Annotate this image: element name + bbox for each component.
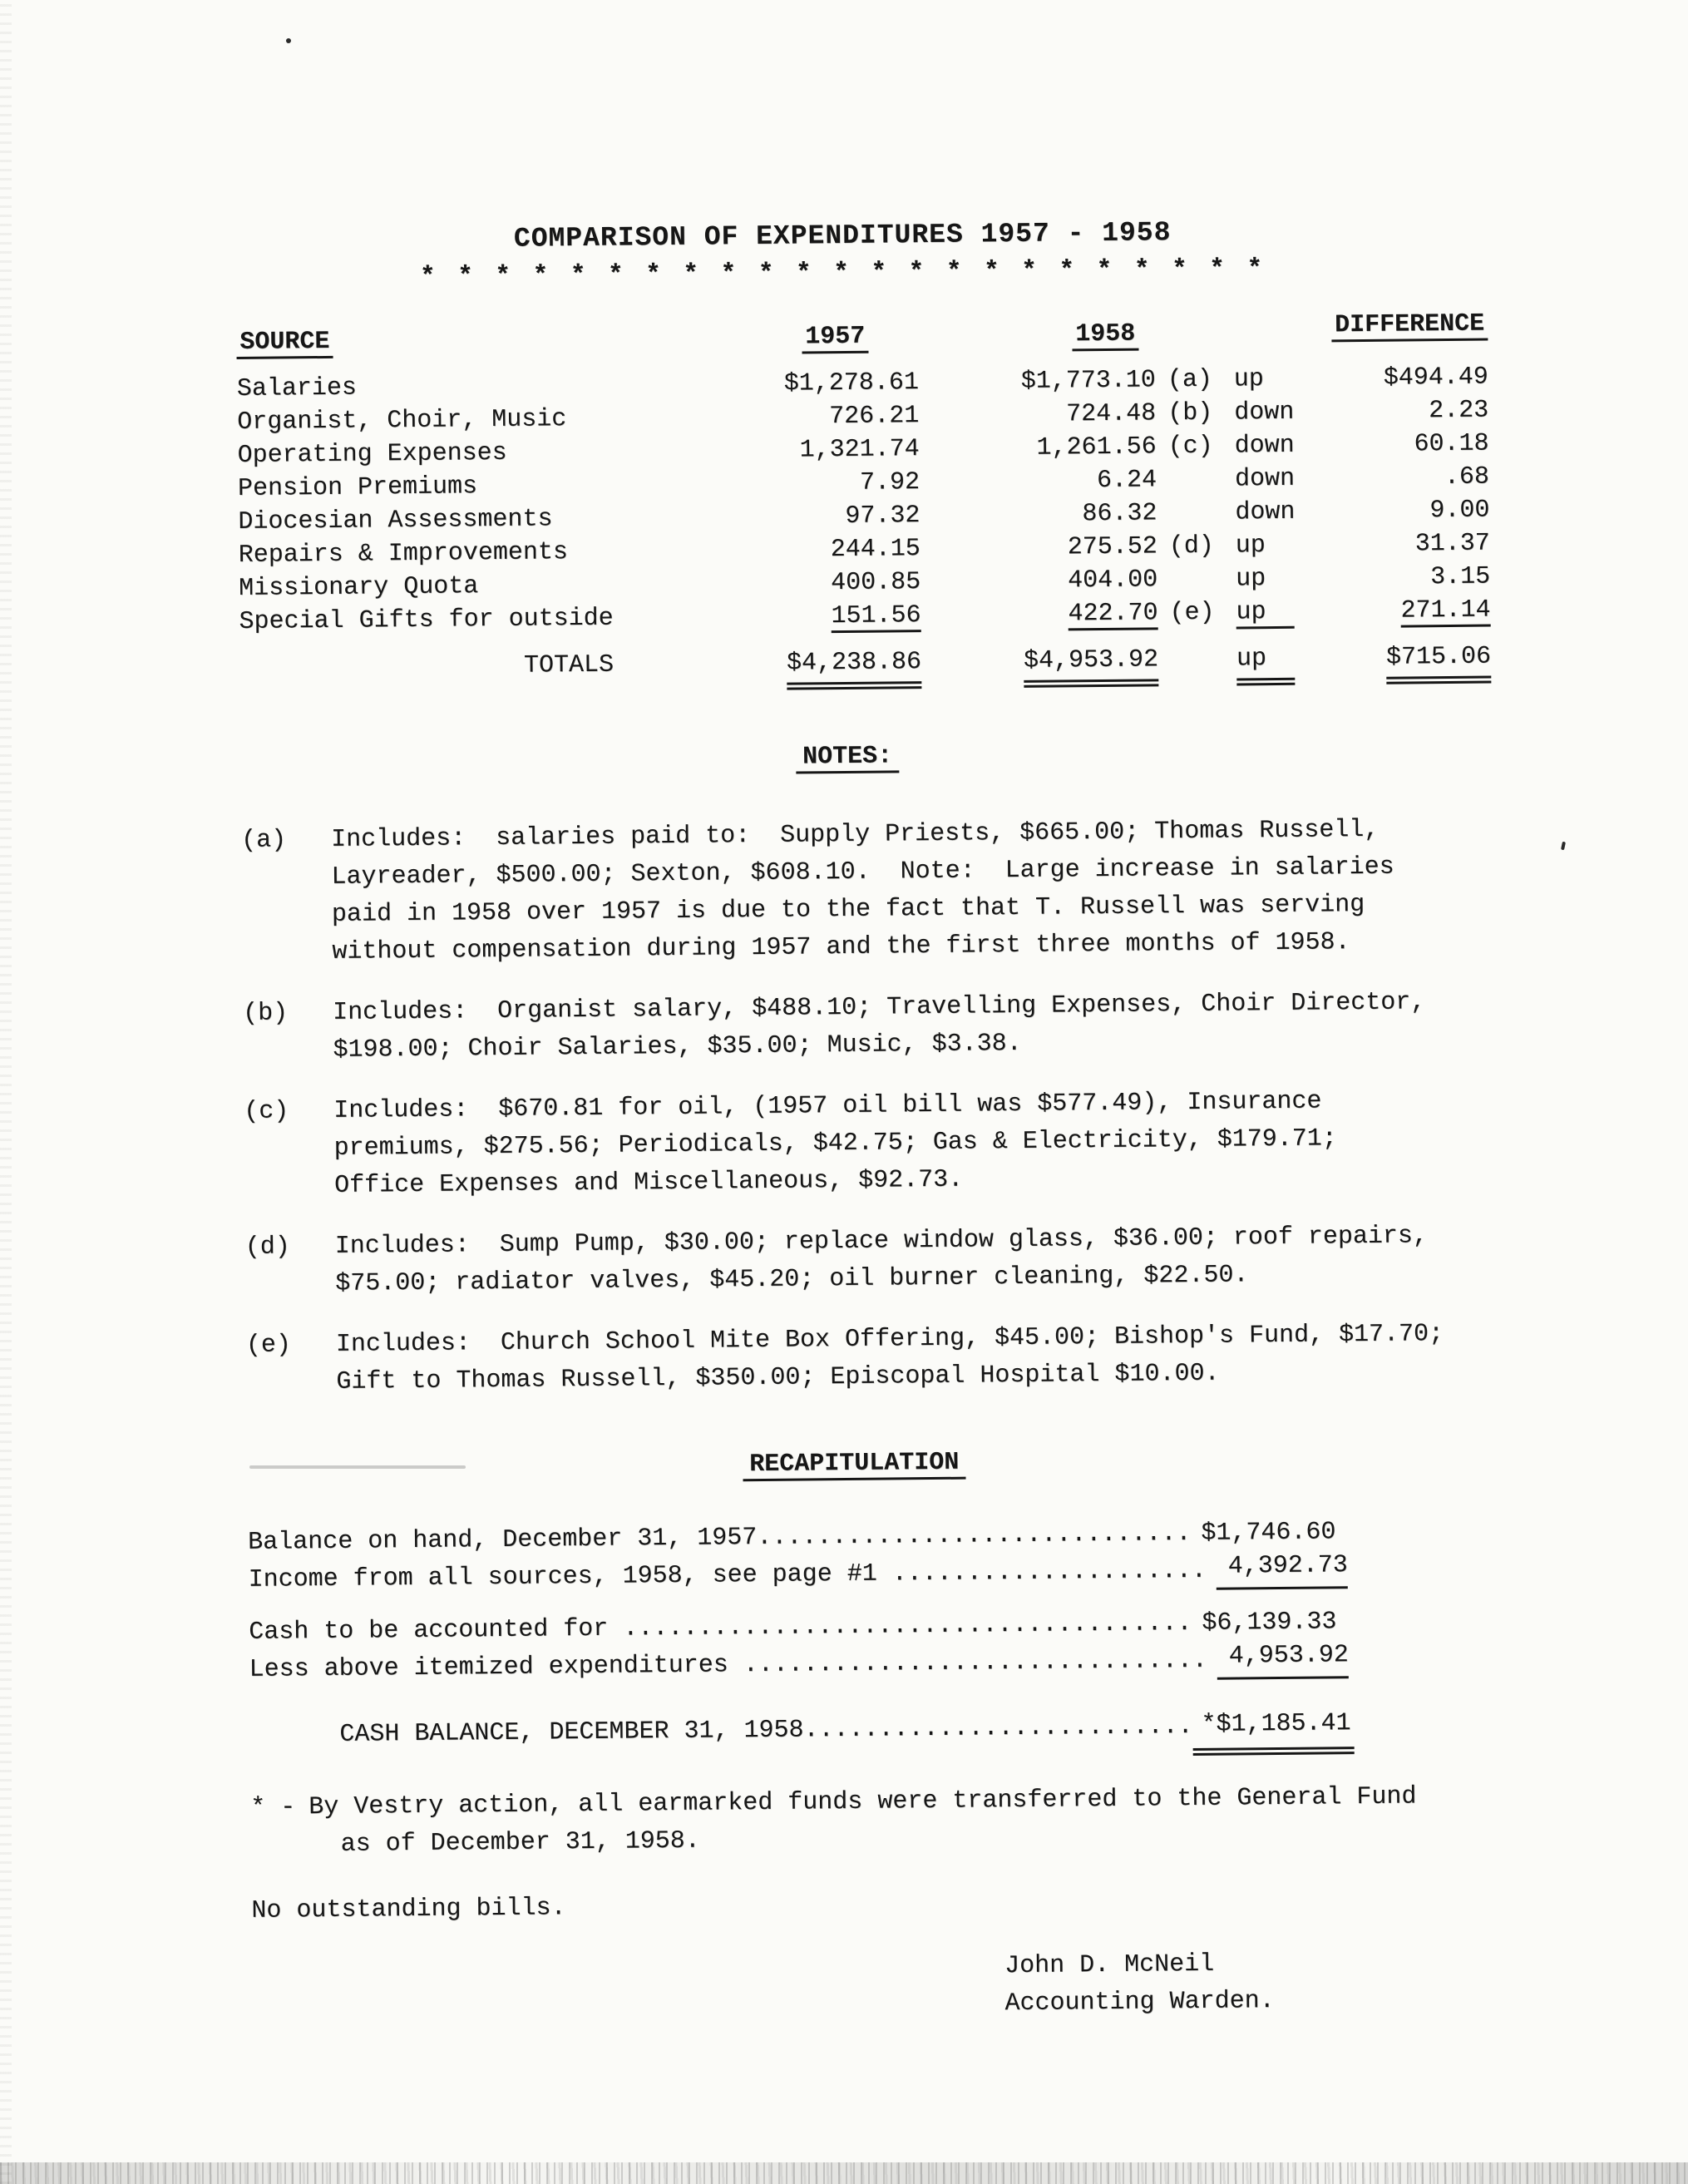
cell-1957: 1,321.74 [799,435,920,465]
header-1957-cell [635,316,918,358]
asterisk-divider: * * * * * * * * * * * * * * * * * * * * * * * [419,254,1266,292]
cell-note-ref: (e) [1169,598,1215,628]
double-ruled-value: $715.06 [1386,643,1491,684]
note-line: Gift to Thomas Russell, $350.00; Episcopal Hospital $10.00. [336,1359,1220,1396]
recap-amount: $1,746.60 [1201,1518,1336,1548]
column-header-1957: 1957 [802,323,868,354]
cell-source: Salaries [236,373,358,403]
note-letter: (a) [240,826,287,855]
header-difference-cell [1230,304,1488,347]
cell-1957 [638,599,921,635]
note-line: without compensation during 1957 and the first three months of 1958. [332,928,1350,966]
note-line: Includes: salaries paid to: Supply Priests, $665.00; Thomas Russell, [330,815,1380,854]
cell-note-ref: (b) [1167,398,1213,428]
cell-1958: 275.52 [1067,532,1157,562]
cell-note-ref: (d) [1168,531,1214,561]
cell-1957: 97.32 [845,502,921,531]
cell-difference: 60.18 [1414,429,1489,459]
cell-note-ref [1157,497,1231,531]
header-spacer [1155,314,1230,354]
totals-1958 [921,643,1158,689]
cell-direction: down [1235,497,1296,527]
cell-1957: 7.92 [859,468,921,497]
cell-1958: 724.48 [1066,399,1157,429]
cell-direction: up [1233,365,1265,394]
cell-source: Pension Premiums [237,472,478,503]
cell-direction: down [1234,398,1295,427]
cell-source: Repairs & Improvements [238,538,569,570]
note-item-c [244,1081,1517,1206]
table-totals-row [239,640,1512,695]
cell-direction: down [1234,431,1295,461]
cell-1957: 726.21 [829,402,920,432]
cell-1958: 6.24 [1096,466,1157,496]
cell-difference [1320,594,1490,629]
recap-amount-double-ruled: *$1,185.41 [1192,1707,1355,1756]
cell-difference: 2.23 [1429,396,1489,426]
signature-name: John D. McNeil [1004,1949,1215,1981]
cell-1957: 244.15 [830,535,921,565]
scan-speck [1561,842,1566,851]
note-line: Includes: Organist salary, $488.10; Travelling Expenses, Choir Director, [332,988,1426,1027]
note-item-d [245,1217,1518,1304]
note-line: premiums, $275.56; Periodicals, $42.75; Gas & Electricity, $179.71; [333,1124,1337,1163]
note-line: $198.00; Choir Salaries, $35.00; Music, $3.38. [333,1029,1022,1065]
notes-heading-block [240,737,1454,779]
note-line: $75.00; radiator valves, $45.20; oil burner cleaning, $22.50. [335,1261,1249,1298]
footnote [250,1777,1523,1865]
table-header-row [236,310,1508,363]
cell-direction [1232,595,1320,629]
note-letter: (b) [242,999,289,1028]
note-line: Office Expenses and Miscellaneous, $92.73. [333,1165,964,1200]
cell-note-ref [1157,463,1231,497]
double-ruled-value: $4,238.86 [787,648,921,690]
note-line: Layreader, $500.00; Sexton, $608.10. Note: Large increase in salaries [331,852,1394,892]
document-content [235,210,1525,2030]
header-source-cell [236,319,635,363]
recap-amount: $6,139.33 [1202,1608,1337,1638]
cell-source: Operating Expenses [237,438,507,470]
signature-block [1004,1943,1525,2023]
dot-leader: ...................................... [623,1609,1192,1643]
recapitulation-section [248,1512,1523,1765]
underlined-value: 271.14 [1400,596,1490,628]
recap-label: Income from all sources, 1958, see page #1 [248,1559,892,1594]
double-ruled-value: up [1236,645,1295,686]
recap-amount-underlined: 4,392.73 [1217,1551,1348,1590]
totals-difference [1320,640,1491,685]
cell-direction: down [1234,464,1296,494]
cell-1958: $1,773.10 [1020,366,1157,396]
note-letter: (e) [245,1331,292,1360]
footnote-line: By Vestry action, all earmarked funds were transferred to the General Fund [308,1782,1417,1822]
underlined-value: up [1236,598,1294,630]
scan-edge-noise [0,0,12,2184]
scan-bottom-noise [0,2162,1688,2184]
dot-leader: ............................. [757,1519,1192,1553]
notes-section [241,810,1519,1402]
header-1958-cell [918,314,1155,356]
cell-1958: 1,261.56 [1036,432,1157,462]
note-line: paid in 1958 over 1957 is due to the fact that T. Russell was serving [331,891,1365,929]
cell-difference: 9.00 [1429,496,1490,526]
cell-1958 [921,596,1157,632]
dot-leader: .......................... [803,1712,1193,1745]
column-header-1958: 1958 [1072,320,1138,352]
note-item-e [246,1315,1519,1402]
cell-note-ref: (c) [1167,432,1213,462]
cell-difference: .68 [1444,462,1490,492]
cell-source: Diocesian Assessments [238,505,553,536]
cell-1957: $1,278.61 [783,368,920,398]
column-header-difference: DIFFERENCE [1331,310,1488,343]
cell-note-ref: (a) [1167,365,1213,395]
cell-1958: 404.00 [1067,566,1158,595]
note-letter: (c) [244,1097,289,1126]
cell-note-ref [1157,563,1232,597]
recap-label: Balance on hand, December 31, 1957 [248,1524,758,1557]
totals-1957 [639,645,921,691]
totals-label: TOTALS [523,650,614,680]
note-letter: (d) [244,1233,291,1262]
double-ruled-value: $4,953.92 [1024,645,1158,688]
cell-1958: 86.32 [1082,499,1157,529]
dot-leader: ..................... [891,1556,1207,1589]
recap-label: Less above itemized expenditures [249,1651,743,1684]
recap-label: CASH BALANCE, DECEMBER 31, 1958 [339,1716,804,1749]
underlined-value: 151.56 [831,601,921,633]
totals-direction [1233,641,1320,685]
underlined-value: 422.70 [1068,599,1157,630]
scan-speck [286,38,291,43]
recap-label: Cash to be accounted for [249,1614,624,1647]
cell-1957: 400.85 [830,568,921,598]
title-block [235,211,1450,298]
page-title: COMPARISON OF EXPENDITURES 1957 - 1958 [513,217,1172,254]
note-item-a [241,810,1515,972]
expenditures-table [236,310,1512,695]
cell-difference: 3.15 [1429,562,1491,592]
recap-amount-underlined: 4,953.92 [1217,1641,1349,1680]
recapitulation-heading: RECAPITULATION [743,1449,965,1482]
cell-direction: up [1236,565,1266,594]
footnote-marker: * - [250,1793,296,1822]
column-header-source: SOURCE [236,328,333,359]
note-line: Includes: Sump Pump, $30.00; replace window glass, $36.00; roof repairs, [334,1222,1429,1261]
note-line: Includes: $670.81 for oil, (1957 oil bill was $577.49), Insurance [333,1087,1322,1125]
dot-leader: ............................... [743,1646,1208,1680]
closing-remark: No outstanding bills. [251,1894,566,1925]
cell-difference: $494.49 [1383,363,1489,393]
totals-note-spacer [1158,643,1233,687]
note-line: Includes: Church School Mite Box Offering, $45.00; Bishop's Fund, $17.70; [335,1320,1444,1359]
cell-direction: up [1235,531,1266,561]
cell-source: Organist, Choir, Music [237,405,567,437]
notes-heading: NOTES: [796,742,899,773]
cell-source: Special Gifts for outside [239,604,614,636]
signature-title: Accounting Warden. [1004,1987,1275,2018]
cell-difference: 31.37 [1414,529,1490,559]
cell-source: Missionary Quota [239,572,479,603]
recap-heading-block [247,1444,1461,1486]
footnote-line: as of December 31, 1958. [340,1826,700,1859]
recap-line-cash-balance [339,1706,1414,1763]
note-item-b [243,983,1516,1070]
